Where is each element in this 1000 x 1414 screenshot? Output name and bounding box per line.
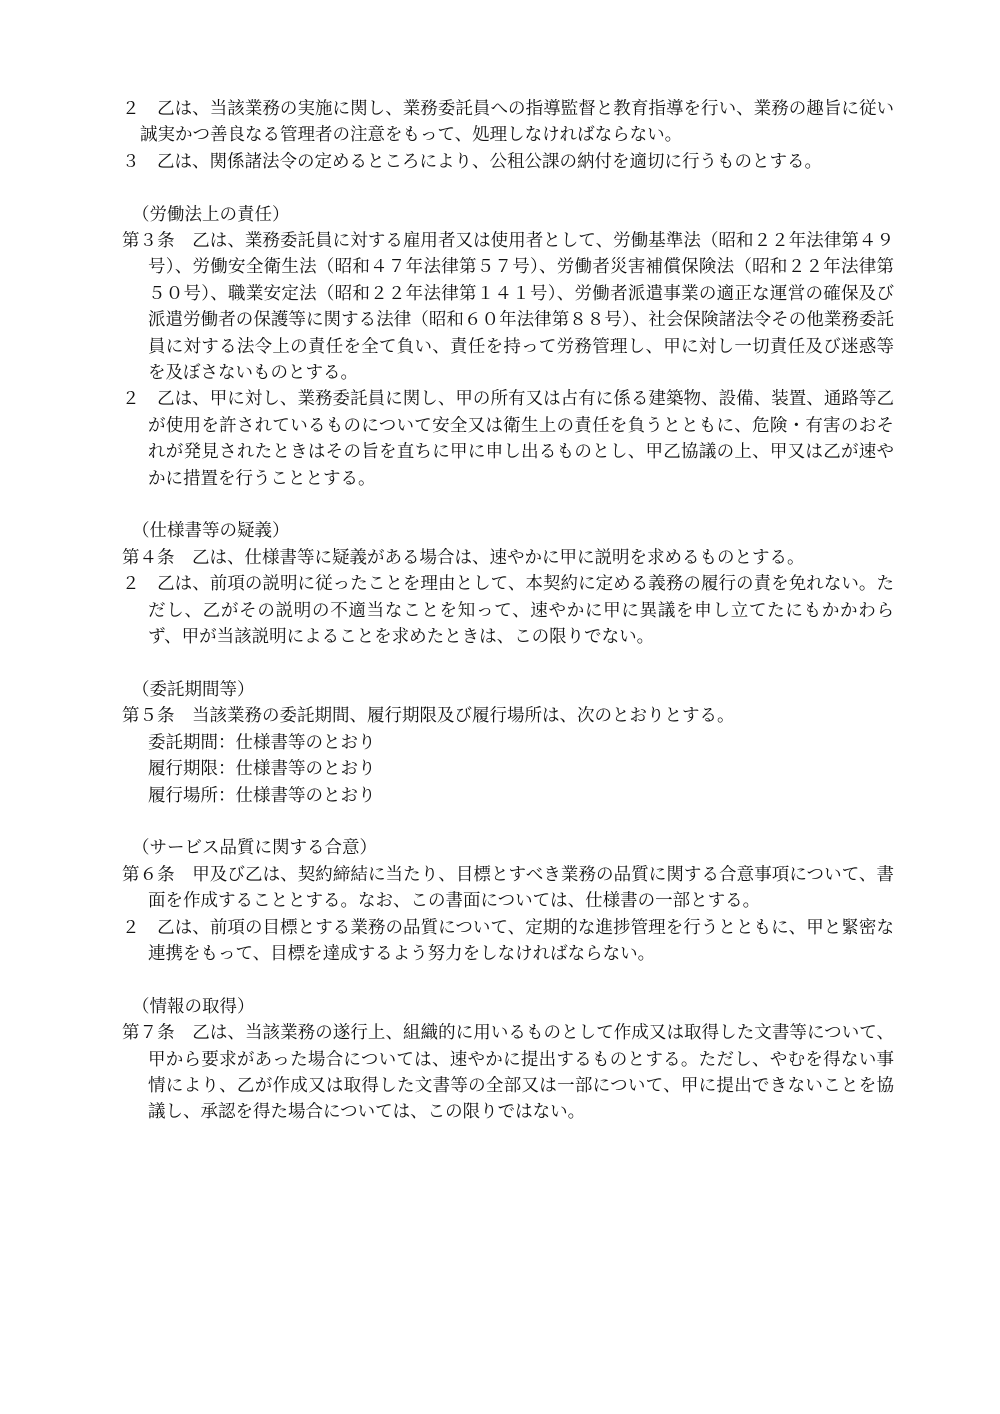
article-3-clause-1: 第３条 乙は、業務委託員に対する雇用者又は使用者として、労働基準法（昭和２２年法律第４９号）、労働安全衛生法（昭和４７年法律第５７号）、労働者災害補償保険法（昭和２２年法律第５０号）、職業安定法（昭和２２年法律第１４１号）、労働者派遣事業の適正な運営の確保及び派遣労働者の保護等に関する法律（昭和６０年法律第８８号）、社会保険諸法令その他業務委託員に対する法令上の責任を全て負い、責任を持って労務管理し、甲に対し一切責任及び迷惑等を及ぼさないものとする。 bbox=[122, 231, 894, 384]
intro-clause-3: ３ 乙は、関係諸法令の定めるところにより、公租公課の納付を適切に行うものとする。 bbox=[122, 151, 822, 172]
article-5-item-period: 委託期間：仕様書等のとおり bbox=[148, 732, 376, 753]
article-7-clause-1: 第７条 乙は、当該業務の遂行上、組織的に用いるものとして作成又は取得した文書等について、甲から要求があった場合については、速やかに提出するものとする。ただし、やむを得ない事情により、乙が作成又は取得した文書等の全部又は一部について、甲に提出できないことを協議し、承認を得た場合については、この限りではない。 bbox=[122, 1023, 894, 1123]
article-5-heading: （委託期間等） bbox=[132, 679, 255, 700]
article-5-item-deadline: 履行期限：仕様書等のとおり bbox=[148, 759, 376, 780]
article-7-heading: （情報の取得） bbox=[132, 996, 255, 1017]
article-6-heading: （サービス品質に関する合意） bbox=[132, 838, 377, 859]
document-page bbox=[122, 96, 894, 1126]
spacer bbox=[122, 492, 894, 518]
article-3-heading: （労働法上の責任） bbox=[132, 204, 290, 225]
article-6-clause-2: ２ 乙は、前項の目標とする業務の品質について、定期的な進捗管理を行うとともに、甲と緊密な連携をもって、目標を達成するよう努力をしなければならない。 bbox=[122, 917, 894, 964]
article-4-heading: （仕様書等の疑義） bbox=[132, 521, 290, 542]
article-6-clause-1: 第６条 甲及び乙は、契約締結に当たり、目標とすべき業務の品質に関する合意事項について、書面を作成することとする。なお、この書面については、仕様書の一部とする。 bbox=[122, 864, 894, 912]
article-5-item-location: 履行場所：仕様書等のとおり bbox=[148, 785, 376, 806]
spacer bbox=[122, 967, 894, 993]
article-3-clause-2: ２ 乙は、甲に対し、業務委託員に関し、甲の所有又は占有に係る建築物、設備、装置、通路等乙が使用を許されているものについて安全又は衛生上の責任を負うとともに、危険・有害のおそれが発見されたときはその旨を直ちに甲に申し出るものとし、甲乙協議の上、甲又は乙が速やかに措置を行うこととする。 bbox=[122, 389, 894, 489]
article-5-clause-1: 第５条 当該業務の委託期間、履行期限及び履行場所は、次のとおりとする。 bbox=[122, 706, 735, 727]
spacer bbox=[122, 175, 894, 201]
spacer bbox=[122, 809, 894, 835]
article-4-clause-2: ２ 乙は、前項の説明に従ったことを理由として、本契約に定める義務の履行の責を免れない。ただし、乙がその説明の不適当なことを知って、速やかに甲に異議を申し立てたにもかかわらず、甲が当該説明によることを求めたときは、この限りでない。 bbox=[122, 574, 894, 648]
spacer bbox=[122, 651, 894, 677]
article-4-clause-1: 第４条 乙は、仕様書等に疑義がある場合は、速やかに甲に説明を求めるものとする。 bbox=[122, 547, 805, 568]
intro-clause-2: ２ 乙は、当該業務の実施に関し、業務委託員への指導監督と教育指導を行い、業務の趣旨に従い誠実かつ善良なる管理者の注意をもって、処理しなければならない。 bbox=[122, 99, 894, 146]
